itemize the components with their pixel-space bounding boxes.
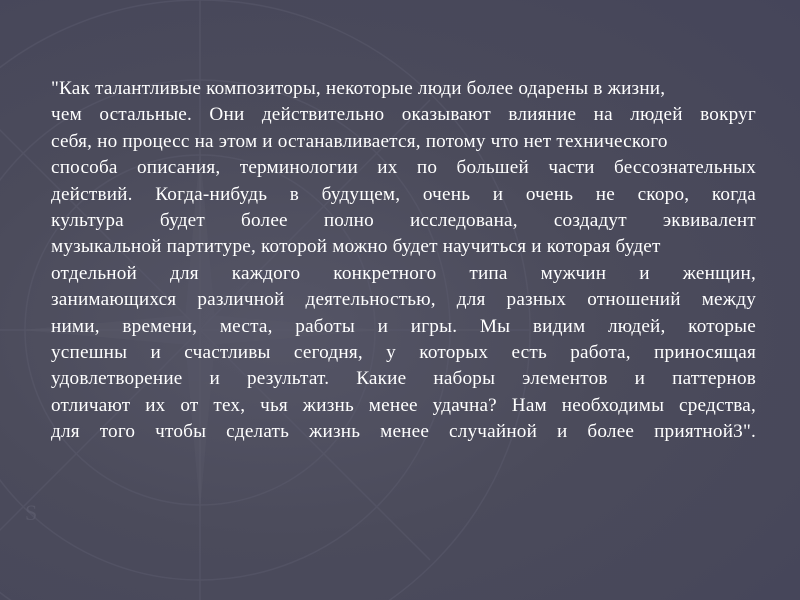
quote-line: для того чтобы сделать жизнь менее случайной и более приятной3". — [51, 421, 756, 443]
quote-text-block — [51, 76, 756, 446]
quote-line: "Как талантливые композиторы, некоторые люди более одарены в жизни, — [51, 78, 666, 99]
quote-line: музыкальной партитуре, которой можно будет научиться и которая будет — [51, 236, 661, 258]
quote-line: способа описания, терминологии их по большей части бессознательных — [51, 157, 756, 179]
quote-line: себя, но процесс на этом и останавливается, потому что нет технического — [51, 130, 668, 152]
quote-line: ними, времени, места, работы и игры. Мы видим людей, которые — [51, 315, 756, 337]
quote-line: успешны и счастливы сегодня, у которых есть работа, приносящая — [51, 341, 756, 363]
quote-line: отличают их от тех, чья жизнь менее удачна? Нам необходимы средства, — [51, 394, 756, 416]
quote-line: занимающихся различной деятельностью, для разных отношений между — [51, 289, 756, 311]
quote-line: действий. Когда-нибудь в будущем, очень и очень не скоро, когда — [51, 183, 756, 205]
quote-line: культура будет более полно исследована, создадут эквивалент — [51, 209, 756, 231]
compass-letter-s: S — [25, 500, 38, 525]
quote-line: отдельной для каждого конкретного типа мужчин и женщин, — [51, 262, 756, 284]
quote-line: удовлетворение и результат. Какие наборы элементов и паттернов — [51, 368, 756, 390]
quote-line: чем остальные. Они действительно оказывают влияние на людей вокруг — [51, 104, 756, 126]
